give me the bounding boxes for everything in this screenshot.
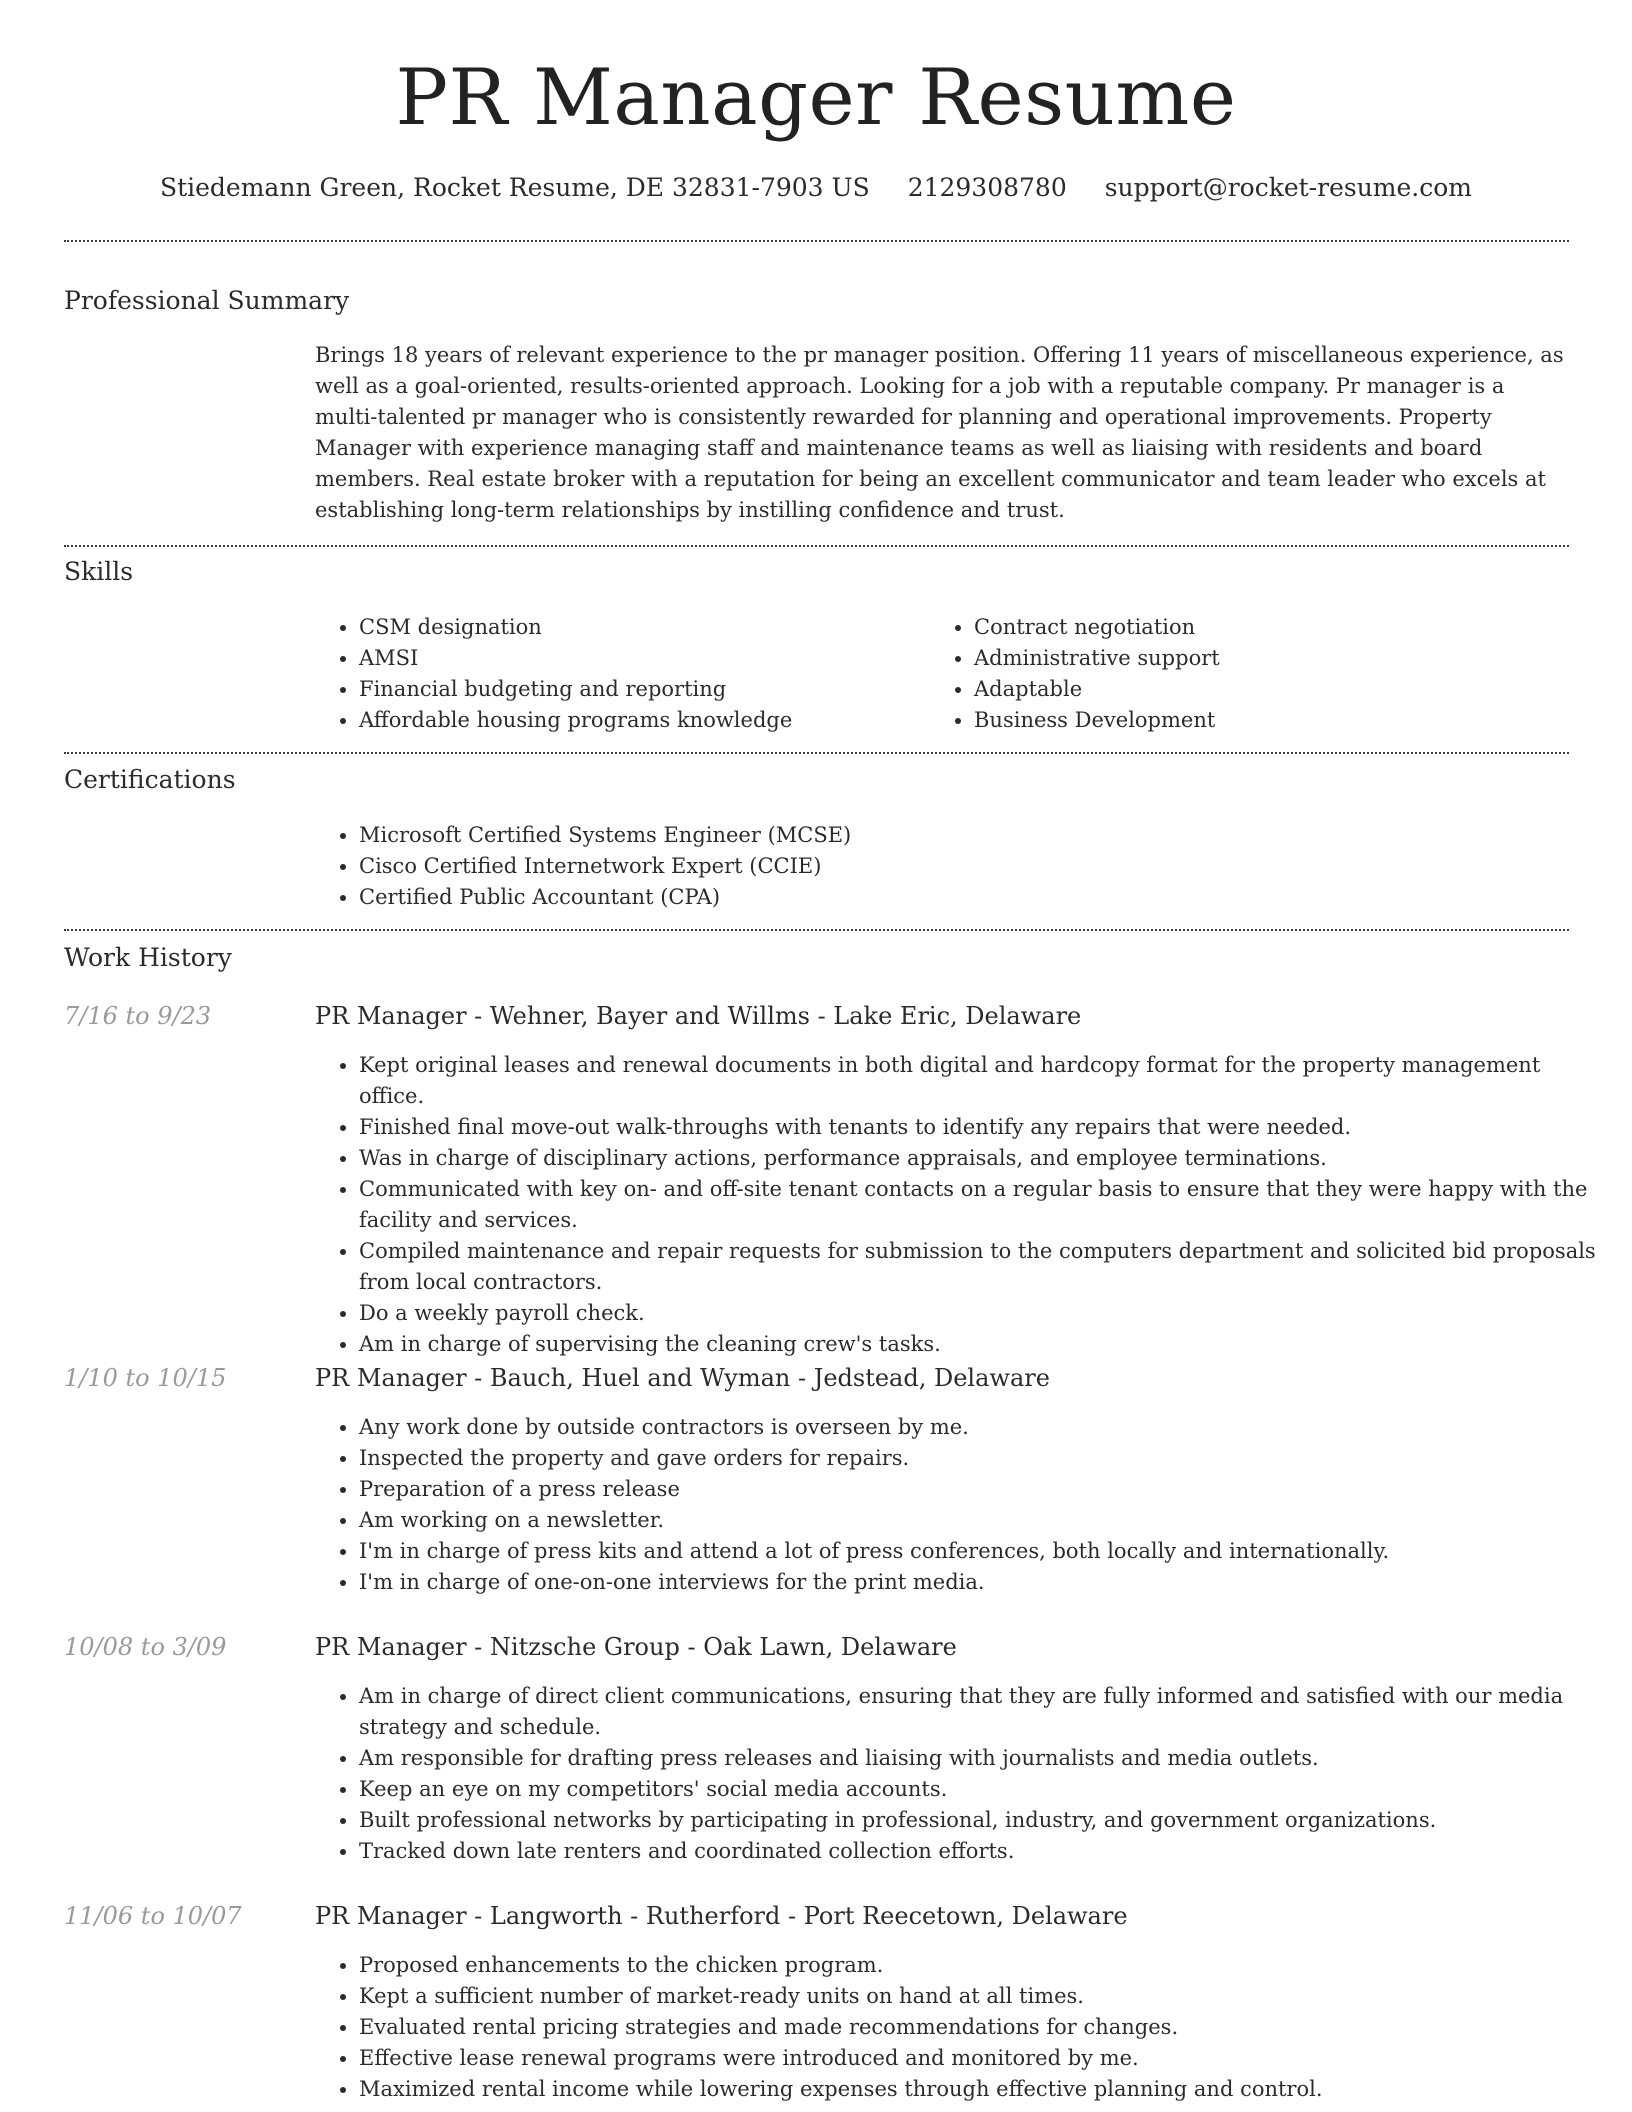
section-heading-summary: Professional Summary bbox=[64, 286, 350, 315]
list-item: • Am working on a newsletter. bbox=[359, 1505, 1609, 1536]
divider bbox=[64, 545, 1569, 547]
list-item: • Kept a sufficient number of market-ready units on hand at all times. bbox=[359, 1981, 1609, 2012]
job-dates: 11/06 to 10/07 bbox=[64, 1902, 242, 1930]
list-item: • Kept original leases and renewal documents in both digital and hardcopy format for the property management office. bbox=[359, 1050, 1609, 1112]
contact-line bbox=[0, 170, 1632, 206]
list-item: • Inspected the property and gave orders for repairs. bbox=[359, 1443, 1609, 1474]
divider bbox=[64, 929, 1569, 931]
section-heading-skills: Skills bbox=[64, 557, 134, 586]
list-item: • Administrative support bbox=[974, 643, 1534, 674]
list-item: • Communicated with key on- and off-site tenant contacts on a regular basis to ensure that they were happy with the facility and services. bbox=[359, 1174, 1609, 1236]
list-item: • Certified Public Accountant (CPA) bbox=[359, 882, 1609, 913]
list-item: • Tracked down late renters and coordinated collection efforts. bbox=[359, 1836, 1609, 1867]
list-item: • Effective lease renewal programs were introduced and monitored by me. bbox=[359, 2043, 1609, 2074]
list-item: • Cisco Certified Internetwork Expert (CCIE) bbox=[359, 851, 1609, 882]
contact-address: Stiedemann Green, Rocket Resume, DE 32831-7903 US bbox=[159, 173, 870, 202]
job-dates: 10/08 to 3/09 bbox=[64, 1633, 227, 1661]
list-item: • Preparation of a press release bbox=[359, 1474, 1609, 1505]
job-dates: 7/16 to 9/23 bbox=[64, 1002, 212, 1030]
list-item: • Maximized rental income while lowering expenses through effective planning and control. bbox=[359, 2074, 1609, 2105]
divider bbox=[64, 240, 1569, 242]
job-bullets bbox=[315, 1681, 1609, 1867]
contact-email[interactable]: support@rocket-resume.com bbox=[1104, 173, 1473, 202]
divider bbox=[64, 752, 1569, 754]
job-title: PR Manager - Wehner, Bayer and Willms - Lake Eric, Delaware bbox=[315, 1002, 1082, 1030]
job-title: PR Manager - Nitzsche Group - Oak Lawn, Delaware bbox=[315, 1633, 957, 1661]
job-title: PR Manager - Langworth - Rutherford - Port Reecetown, Delaware bbox=[315, 1902, 1128, 1930]
section-heading-work-history: Work History bbox=[64, 943, 232, 972]
resume-title: PR Manager Resume bbox=[395, 53, 1237, 143]
contact-phone: 2129308780 bbox=[907, 173, 1067, 202]
list-item: • Microsoft Certified Systems Engineer (MCSE) bbox=[359, 820, 1609, 851]
list-item: • Adaptable bbox=[974, 674, 1534, 705]
summary-text: Brings 18 years of relevant experience to the pr manager position. Offering 11 years of miscellaneous experience, as well as a goal-oriented, results-oriented approach. Looking for a job with a reputable company. Pr manager is a multi-talented pr manager who is consistently rewarded for planning and operational improvements. Property Manager with experience managing staff and maintenance teams as well as liaising with residents and board members. Real estate broker with a reputation for being an excellent communicator and team leader who excels at establishing long-term relationships by instilling confidence and trust. bbox=[315, 343, 1564, 522]
list-item: • Keep an eye on my competitors' social media accounts. bbox=[359, 1774, 1609, 1805]
list-item: • Evaluated rental pricing strategies and made recommendations for changes. bbox=[359, 2012, 1609, 2043]
list-item: • I'm in charge of press kits and attend a lot of press conferences, both locally and internationally. bbox=[359, 1536, 1609, 1567]
list-item: • CSM designation bbox=[359, 612, 919, 643]
list-item: • Was in charge of disciplinary actions, performance appraisals, and employee terminations. bbox=[359, 1143, 1609, 1174]
list-item: • Affordable housing programs knowledge bbox=[359, 705, 919, 736]
list-item: • Am in charge of direct client communications, ensuring that they are fully informed and satisfied with our media strategy and schedule. bbox=[359, 1681, 1609, 1743]
list-item: • Financial budgeting and reporting bbox=[359, 674, 919, 705]
job-bullets bbox=[315, 1050, 1609, 1360]
list-item: • Business Development bbox=[974, 705, 1534, 736]
job-dates: 1/10 to 10/15 bbox=[64, 1364, 227, 1392]
certifications-list bbox=[315, 820, 1609, 913]
section-heading-certifications: Certifications bbox=[64, 765, 236, 794]
list-item: • Built professional networks by participating in professional, industry, and government organizations. bbox=[359, 1805, 1609, 1836]
list-item: • Am in charge of supervising the cleaning crew's tasks. bbox=[359, 1329, 1609, 1360]
list-item: • Proposed enhancements to the chicken program. bbox=[359, 1950, 1609, 1981]
job-title: PR Manager - Bauch, Huel and Wyman - Jedstead, Delaware bbox=[315, 1364, 1050, 1392]
list-item: • Contract negotiation bbox=[974, 612, 1534, 643]
list-item: • Compiled maintenance and repair requests for submission to the computers department and solicited bid proposals from local contractors. bbox=[359, 1236, 1609, 1298]
list-item: • Am responsible for drafting press releases and liaising with journalists and media outlets. bbox=[359, 1743, 1609, 1774]
list-item: • Finished final move-out walk-throughs with tenants to identify any repairs that were needed. bbox=[359, 1112, 1609, 1143]
list-item: • Any work done by outside contractors is overseen by me. bbox=[359, 1412, 1609, 1443]
job-bullets bbox=[315, 1412, 1609, 1598]
skills-list-left bbox=[315, 612, 919, 736]
skills-list-right bbox=[930, 612, 1534, 736]
list-item: • AMSI bbox=[359, 643, 919, 674]
list-item: • Do a weekly payroll check. bbox=[359, 1298, 1609, 1329]
job-bullets bbox=[315, 1950, 1609, 2105]
list-item: • I'm in charge of one-on-one interviews for the print media. bbox=[359, 1567, 1609, 1598]
